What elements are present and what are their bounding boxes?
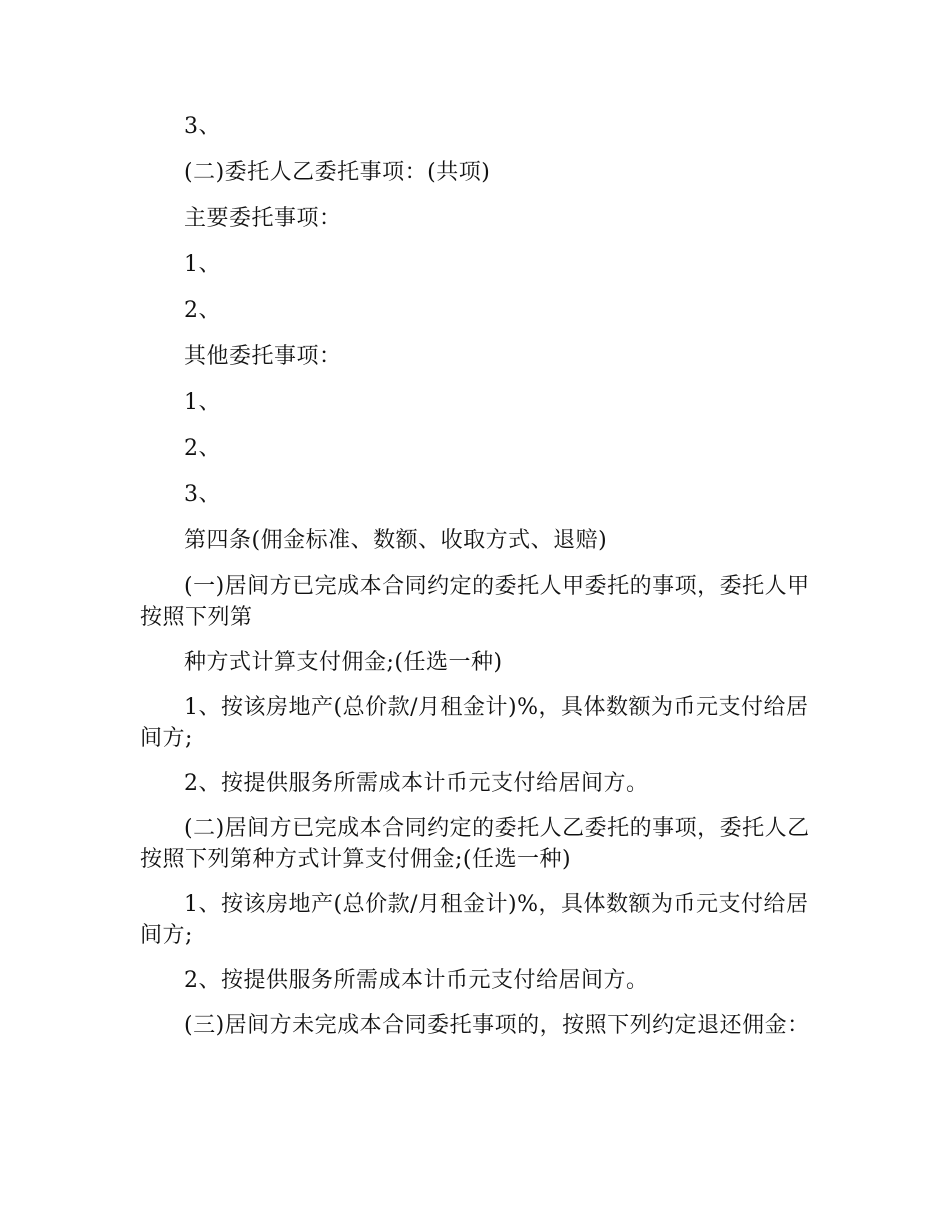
paragraph: (二)委托人乙委托事项：(共项)	[184, 160, 491, 185]
paragraph: 2、	[184, 436, 221, 461]
paragraph: 1、	[184, 390, 221, 415]
paragraph: 种方式计算支付佣金;(任选一种)	[184, 650, 503, 675]
paragraph: (二)居间方已完成本合同约定的委托人乙委托的事项，委托人乙按照下列第种方式计算支付佣金;(任选一种)	[140, 816, 810, 872]
paragraph: (一)居间方已完成本合同约定的委托人甲委托的事项，委托人甲按照下列第	[140, 574, 810, 630]
article-heading: 第四条(佣金标准、数额、收取方式、退赔)	[184, 528, 608, 553]
paragraph: 2、	[184, 298, 221, 323]
paragraph: (三)居间方未完成本合同委托事项的，按照下列约定退还佣金：	[184, 1013, 810, 1038]
paragraph: 2、按提供服务所需成本计币元支付给居间方。	[184, 968, 649, 993]
paragraph: 1、	[184, 252, 221, 277]
paragraph: 1、按该房地产(总价款/月租金计)%，具体数额为币元支付给居间方;	[140, 695, 809, 751]
paragraph: 3、	[184, 114, 221, 139]
paragraph: 1、按该房地产(总价款/月租金计)%，具体数额为币元支付给居间方;	[140, 892, 809, 948]
paragraph: 3、	[184, 482, 221, 507]
paragraph: 其他委托事项：	[184, 344, 342, 369]
paragraph: 主要委托事项：	[184, 206, 342, 231]
paragraph: 2、按提供服务所需成本计币元支付给居间方。	[184, 771, 649, 796]
